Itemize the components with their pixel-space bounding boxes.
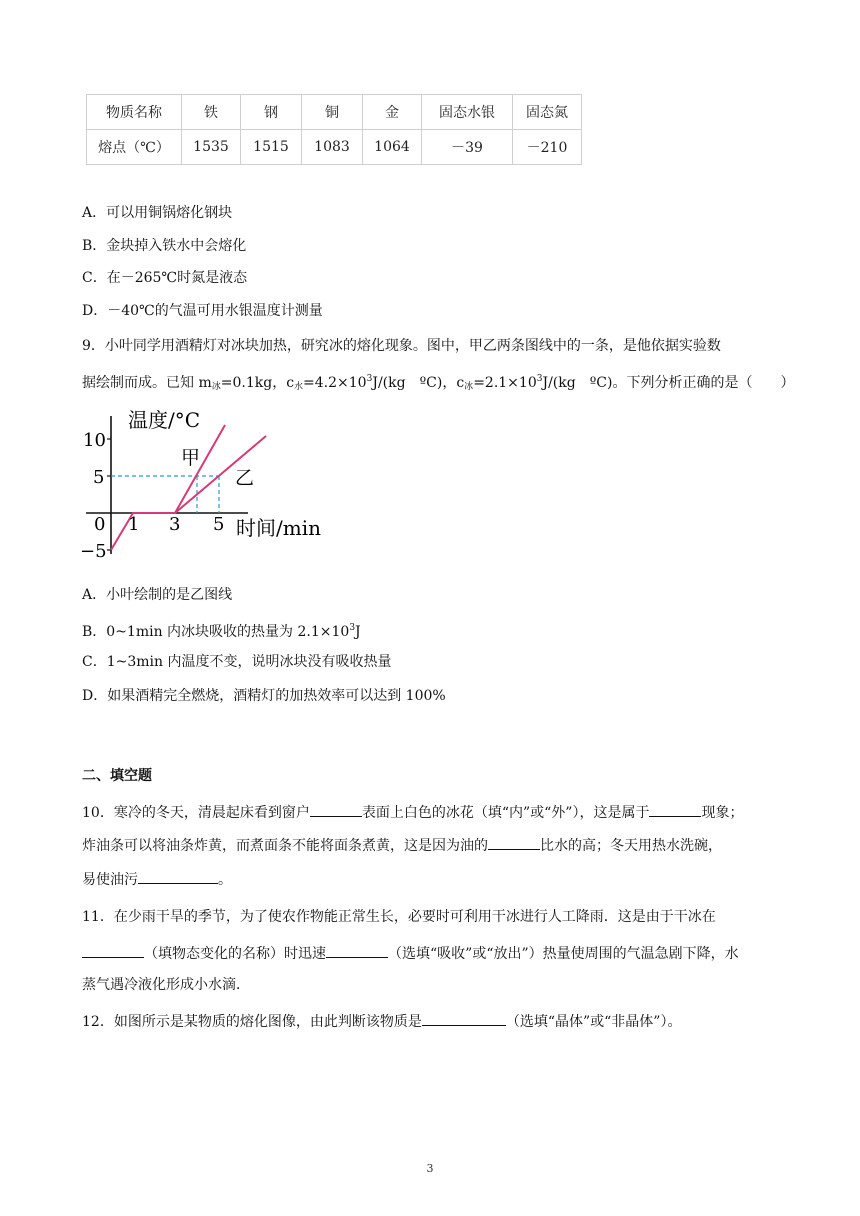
answer-blank[interactable] [310,800,362,817]
table-cell: 1515 [241,130,302,165]
text-run: 现象； [701,805,744,821]
answer-blank[interactable] [82,941,144,958]
answer-blank[interactable] [326,941,388,958]
melting-point-table [86,94,582,165]
table-cell: －39 [422,130,513,165]
table-cell: 钢 [241,95,302,130]
line-label-jia: 甲 [181,447,201,469]
q10-line2 [82,833,722,856]
page-number: 3 [426,1162,434,1175]
section-heading: 二、填空题 [82,768,152,784]
line-label-yi: 乙 [235,467,255,489]
q11-line3: 蒸气遇冷液化形成小水滴． [82,977,250,993]
answer-blank[interactable] [488,833,540,850]
table-row [87,95,582,130]
x-tick-label: 3 [169,514,181,535]
x-axis-label: 时间/min [236,516,321,540]
q12-line [82,1009,681,1032]
y-tick-label: 5 [93,467,105,488]
text-run: =0.1kg，c [220,375,295,391]
table-cell: 1083 [302,130,363,165]
superscript: 3 [366,374,373,384]
q8-option-b: B．金块掉入铁水中会熔化 [82,238,247,254]
q8-option-c: C．在－265℃时氮是液态 [82,270,248,286]
subscript: 冰 [464,382,474,392]
table-cell: 铜 [302,95,363,130]
text-run: 据绘制而成。已知 m [82,375,212,391]
table-cell: 固态水银 [422,95,513,130]
text-run: 12．如图所示是某物质的熔化图像，由此判断该物质是 [82,1014,422,1030]
text-run: （选填“吸收”或“放出”）热量使周围的气温急剧下降，水 [388,946,739,962]
text-run: （选填“晶体”或“非晶体”）。 [505,1014,682,1030]
text-run: =2.1×10 [473,375,537,391]
q9-option-d: D．如果酒精完全燃烧，酒精灯的加热效率可以达到 100% [82,688,446,704]
superscript: 3 [536,374,543,384]
text-run: J [355,624,361,640]
table-cell: 熔点（℃） [87,130,182,165]
text-run: 表面上白色的冰花（填“内”或“外”），这是属于 [361,805,650,821]
y-axis-label: 温度/°C [128,408,201,432]
text-run: J/(kg ºC)，c [372,375,465,391]
subscript: 水 [294,382,304,392]
y-tick-label: 0 [94,514,106,535]
melting-graph [78,402,340,574]
table-cell: －210 [513,130,582,165]
table-cell: 铁 [182,95,241,130]
y-tick-label: −5 [80,541,107,562]
q10-line1 [82,800,743,823]
text-run: =4.2×10 [303,375,367,391]
q9-option-b [82,618,361,642]
table-cell: 金 [363,95,422,130]
table-cell: 物质名称 [87,95,182,130]
text-run: 。 [218,872,232,888]
curve-jia [175,425,225,513]
answer-blank[interactable] [649,800,701,817]
q9-stem-line1: 9．小叶同学用酒精灯对冰块加热，研究冰的熔化现象。图中，甲乙两条图线中的一条，是他依据实验数 [82,338,721,354]
table-cell: 固态氮 [513,95,582,130]
q11-line1: 11．在少雨干旱的季节，为了使农作物能正常生长，必要时可利用干冰进行人工降雨．这是由于干冰在 [82,909,716,925]
q9-option-c: C．1~3min 内温度不变，说明冰块没有吸收热量 [82,654,392,670]
q11-line2 [82,941,739,964]
answer-blank[interactable] [422,1009,506,1026]
text-run: 炸油条可以将油条炸黄，而煮面条不能将面条煮黄，这是因为油的 [82,838,488,854]
answer-blank[interactable] [138,867,218,884]
superscript: 3 [349,623,356,633]
subscript: 冰 [211,382,221,392]
table-row [87,130,582,165]
y-tick-label: 10 [83,430,106,451]
table-cell: 1064 [363,130,422,165]
table-cell: 1535 [182,130,241,165]
q9-option-a: A．小叶绘制的是乙图线 [82,587,233,603]
text-run: 10．寒冷的冬天，清晨起床看到窗户 [82,805,310,821]
text-run: （填物态变化的名称）时迅速 [144,946,326,962]
q8-option-a: A．可以用铜锅熔化钢块 [82,205,233,221]
text-run: 易使油污 [82,872,138,888]
q8-option-d: D．－40℃的气温可用水银温度计测量 [82,303,323,319]
text-run: J/(kg ºC)。下列分析正确的是（ ） [542,375,795,391]
text-run: B．0~1min 内冰块吸收的热量为 2.1×10 [82,624,350,640]
q9-stem-line2 [82,369,794,397]
q10-line3 [82,867,232,890]
text-run: 比水的高；冬天用热水洗碗， [540,838,722,854]
x-tick-label: 5 [213,514,225,535]
curve-common [111,513,175,550]
x-tick-label: 1 [128,514,140,535]
